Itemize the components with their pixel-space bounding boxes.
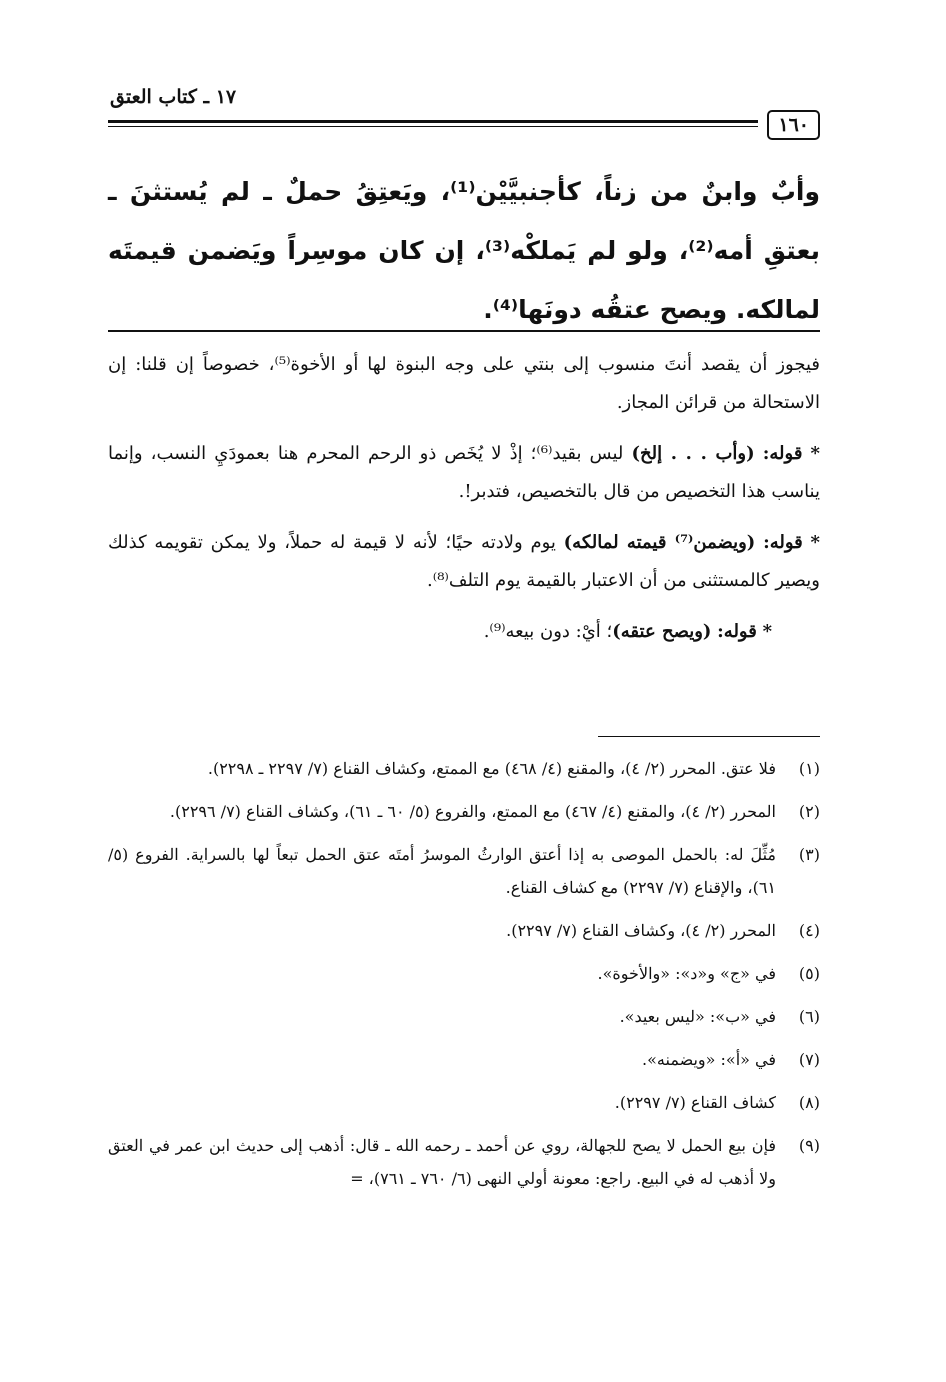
footnote-text: المحرر (٢/ ٤)، وكشاف القناع (٧/ ٢٢٩٧).: [506, 921, 776, 940]
footnote-text: في «ج» و«د»: «والأخوة».: [597, 964, 776, 983]
footnote-number: (٤): [798, 921, 820, 940]
footnote-separator: [598, 736, 820, 737]
header-rule: [108, 120, 758, 123]
footnote-number: (٣): [798, 845, 820, 864]
footnote: [108, 752, 820, 785]
bullet-asterisk: *: [762, 621, 772, 642]
main-text: وأبٌ وابنٌ من زناً، كأجنبيَّيْن⁽¹⁾، ويَعتِقُ حملٌ ـ لم يُستثنَ ـ بعتقِ أمه⁽²⁾، ولو لم يَملكْه⁽³⁾، إن كان موسِراً ويَضمن قيمتَه لمالكه. ويصح عتقُه دونَها⁽⁴⁾.: [108, 177, 820, 324]
footnote: [108, 914, 820, 947]
footnote-text: مُثِّلَ له: بالحمل الموصى به إذا أعتق الوارثُ الموسرُ أمتَه عتق الحمل تبعاً لها بالسراية. الفروع (٥/ ٦١)، والإقناع (٧/ ٢٢٩٧) مع كشاف القناع.: [108, 845, 776, 897]
header-rule-thin: [108, 126, 758, 127]
quoted-phrase: (وأب . . . إلخ): [631, 443, 755, 464]
footnote: [108, 1043, 820, 1076]
commentary-item: [108, 435, 820, 511]
footnote: [108, 838, 820, 904]
footnote: [108, 795, 820, 828]
qawl-label: قوله:: [717, 621, 757, 642]
qawl-label: قوله:: [763, 532, 803, 553]
footnote-number: (٧): [798, 1050, 820, 1069]
commentary-text: ؛ أيْ: دون بيعه⁽⁹⁾.: [483, 621, 613, 642]
commentary-item: [108, 524, 820, 600]
footnote-number: (٥): [798, 964, 820, 983]
qawl-label: قوله:: [762, 443, 803, 464]
footnote-text: في «ب»: «ليس بعيد».: [619, 1007, 776, 1026]
footnote-text: كشاف القناع (٧/ ٢٢٩٧).: [614, 1093, 776, 1112]
footnote-text: فلا عتق. المحرر (٢/ ٤)، والمقنع (٤/ ٤٦٨) مع الممتع، وكشاف القناع (٧/ ٢٢٩٧ ـ ٢٢٩٨).: [207, 759, 776, 778]
footnotes: [108, 752, 820, 1205]
page-number: ١٦٠: [767, 110, 820, 140]
commentary-text: ليس بقيد⁽⁶⁾؛ إذْ لا يُخَص ذو الرحم المحرم هنا بعمودَيِ النسب، وإنما يناسب هذا التخصيص من قال بالتخصيص، فتدبر!.: [108, 443, 820, 502]
footnote-text: المحرر (٢/ ٤)، والمقنع (٤/ ٤٦٧) مع الممتع، والفروع (٥/ ٦٠ ـ ٦١)، وكشاف القناع (٧/ ٢٢٩٦).: [169, 802, 776, 821]
commentary-item: [108, 613, 820, 651]
main-text-divider: [108, 330, 820, 332]
running-head-title: ١٧ ـ كتاب العتق: [110, 86, 237, 108]
footnote-number: (٩): [798, 1136, 820, 1155]
footnote: [108, 1086, 820, 1119]
footnote-number: (١): [798, 759, 820, 778]
footnote-text: فإن بيع الحمل لا يصح للجهالة، روي عن أحمد ـ رحمه الله ـ قال: أذهب إلى حديث ابن عمر في العتق ولا أذهب له في البيع. راجع: معونة أولي النهى (٦/ ٧٦٠ ـ ٧٦١)، =: [108, 1136, 777, 1188]
commentary: [108, 346, 820, 664]
quoted-phrase: (ويضمن⁽⁷⁾ قيمته لمالكه): [563, 532, 756, 553]
page-header: [108, 88, 820, 138]
footnote: [108, 957, 820, 990]
footnote: [108, 1129, 820, 1195]
footnote-number: (٨): [798, 1093, 820, 1112]
bullet-asterisk: *: [810, 532, 820, 553]
commentary-text: يوم ولادته حيًا؛ لأنه لا قيمة له حملاً، ولا يمكن تقويمه كذلك ويصير كالمستثنى من أن الاعتبار بالقيمة يوم التلف⁽⁸⁾.: [108, 532, 820, 591]
footnote-number: (٦): [798, 1007, 820, 1026]
quoted-phrase: (ويصح عتقه): [612, 621, 712, 642]
commentary-paragraph: فيجوز أن يقصد أنتَ منسوب إلى بنتي على وجه البنوة لها أو الأخوة⁽⁵⁾، خصوصاً إن قلنا: إن الاستحالة من قرائن المجاز.: [108, 354, 820, 413]
footnote: [108, 1000, 820, 1033]
footnote-text: في «أ»: «ويضمنه».: [642, 1050, 776, 1069]
footnote-number: (٢): [798, 802, 820, 821]
bullet-asterisk: *: [810, 443, 820, 464]
